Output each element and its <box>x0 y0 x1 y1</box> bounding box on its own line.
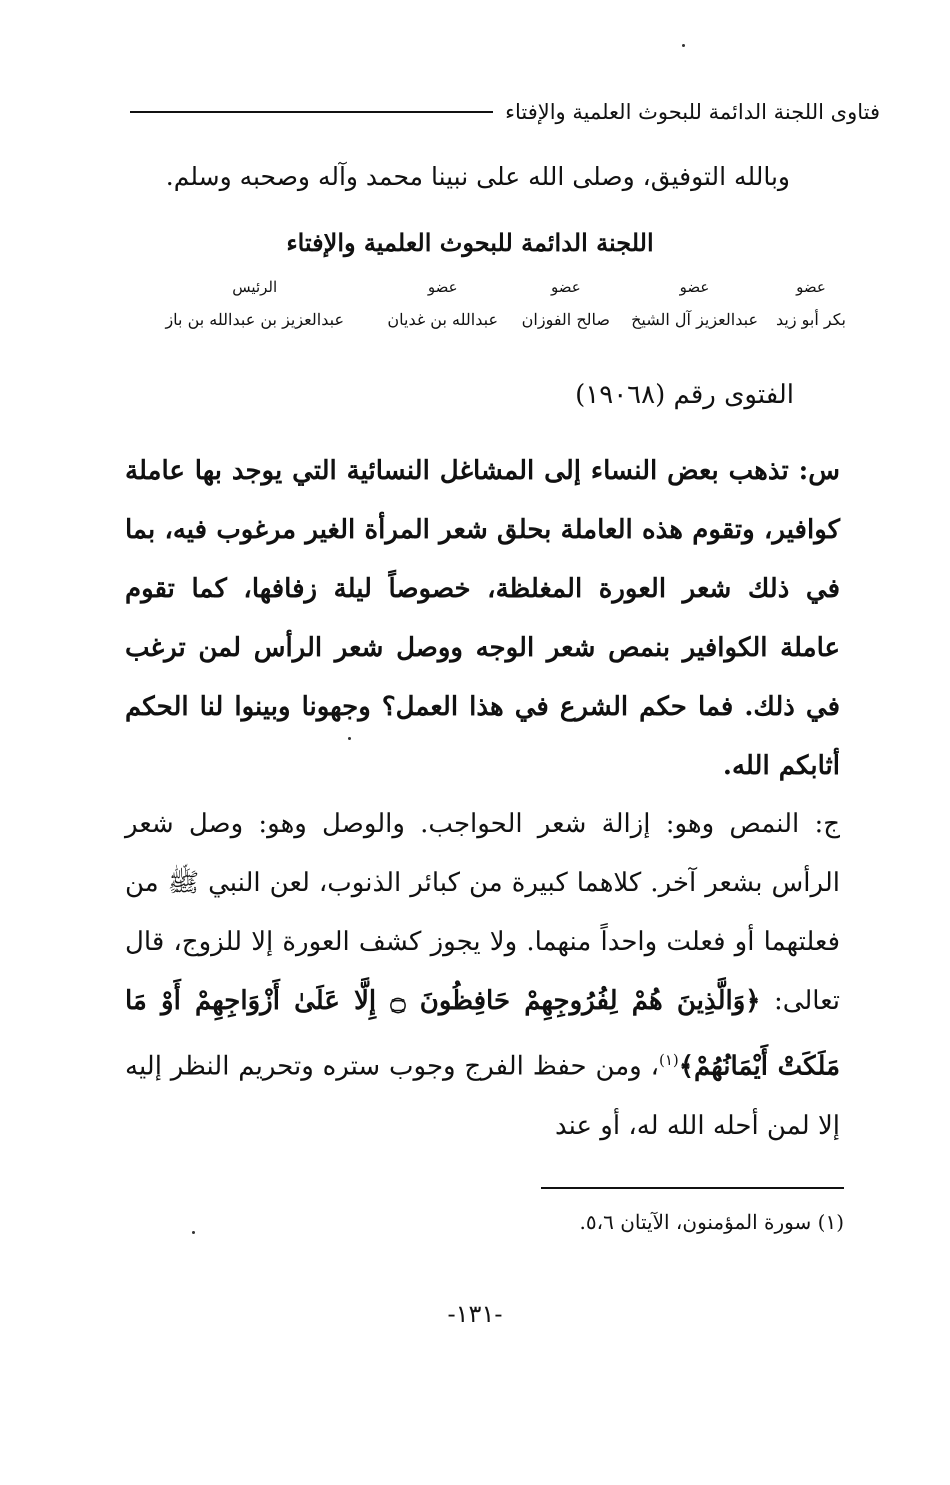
signer-name: عبدالله بن غديان <box>387 310 498 329</box>
signer-name: بكر أبو زيد <box>775 310 846 329</box>
running-header <box>130 92 880 132</box>
footnote-reference: (١) <box>658 1051 679 1069</box>
signer-member-1 <box>776 278 846 329</box>
signer-name: عبدالعزيز آل الشيخ <box>631 310 758 329</box>
header-rule <box>130 111 493 113</box>
signer-role: عضو <box>550 278 581 296</box>
signer-role: الرئيس <box>232 278 278 296</box>
footnote: (١) سورة المؤمنون، الآيتان ٥،٦. <box>579 1210 844 1234</box>
signer-member-2 <box>631 278 758 329</box>
answer-text-after-verse: ، ومن حفظ الفرج وجوب ستره وتحريم النظر إليه إلا لمن أحله الله له، أو عند <box>125 1051 840 1141</box>
signer-role: عضو <box>427 278 458 296</box>
page-number: -١٣١- <box>447 1300 503 1328</box>
signer-name: صالح الفوزان <box>521 310 610 329</box>
signer-name: عبدالعزيز بن عبدالله بن باز <box>165 310 344 329</box>
footnote-rule <box>541 1187 844 1189</box>
committee-heading: اللجنة الدائمة للبحوث العلمية والإفتاء <box>286 228 654 257</box>
signer-role: عضو <box>796 278 826 296</box>
signer-member-3 <box>522 278 610 329</box>
answer-paragraph <box>125 795 840 1156</box>
closing-line: وبالله التوفيق، وصلى الله على نبينا محمد وآله وصحبه وسلم. <box>165 162 790 191</box>
scan-speck <box>682 44 685 47</box>
committee-signers <box>150 278 846 348</box>
quran-verse: ﴿وَالَّذِينَ هُمْ لِفُرُوجِهِمْ حَافِظُونَ ۝ إِلَّا عَلَىٰ أَزْوَاجِهِمْ أَوْ مَا مَلَكَتْ أَيْمَانُهُمْ﴾ <box>125 986 840 1082</box>
signer-member-4 <box>387 278 498 329</box>
signer-role: عضو <box>679 278 710 296</box>
question-paragraph: س: تذهب بعض النساء إلى المشاغل النسائية التي يوجد بها عاملة كوافير، وتقوم هذه العاملة بحلق شعر المرأة الغير مرغوب فيه، بما في ذلك شعر العورة المغلظة، خصوصاً ليلة زفافها، كما تقوم عاملة الكوافير بنمص شعر الوجه ووصل شعر الرأس لمن ترغب في ذلك. فما حكم الشرع في هذا العمل؟ وجهونا وبينوا لنا الحكم أثابكم الله. <box>125 456 840 781</box>
answer-text-before-verse: ج: النمص وهو: إزالة شعر الحواجب. والوصل وهو: وصل شعر الرأس بشعر آخر. كلاهما كبيرة من كبائر الذنوب، لعن النبي ﷺ من فعلتهما أو فعلت واحداً منهما. ولا يجوز كشف العورة إلا للزوج، قال تعالى: <box>125 809 841 1016</box>
fatwa-number: الفتوى رقم (١٩٠٦٨) <box>575 380 794 410</box>
signer-chairman <box>165 278 344 329</box>
running-header-title: فتاوى اللجنة الدائمة للبحوث العلمية والإفتاء <box>505 100 880 124</box>
scan-speck <box>192 1231 195 1234</box>
